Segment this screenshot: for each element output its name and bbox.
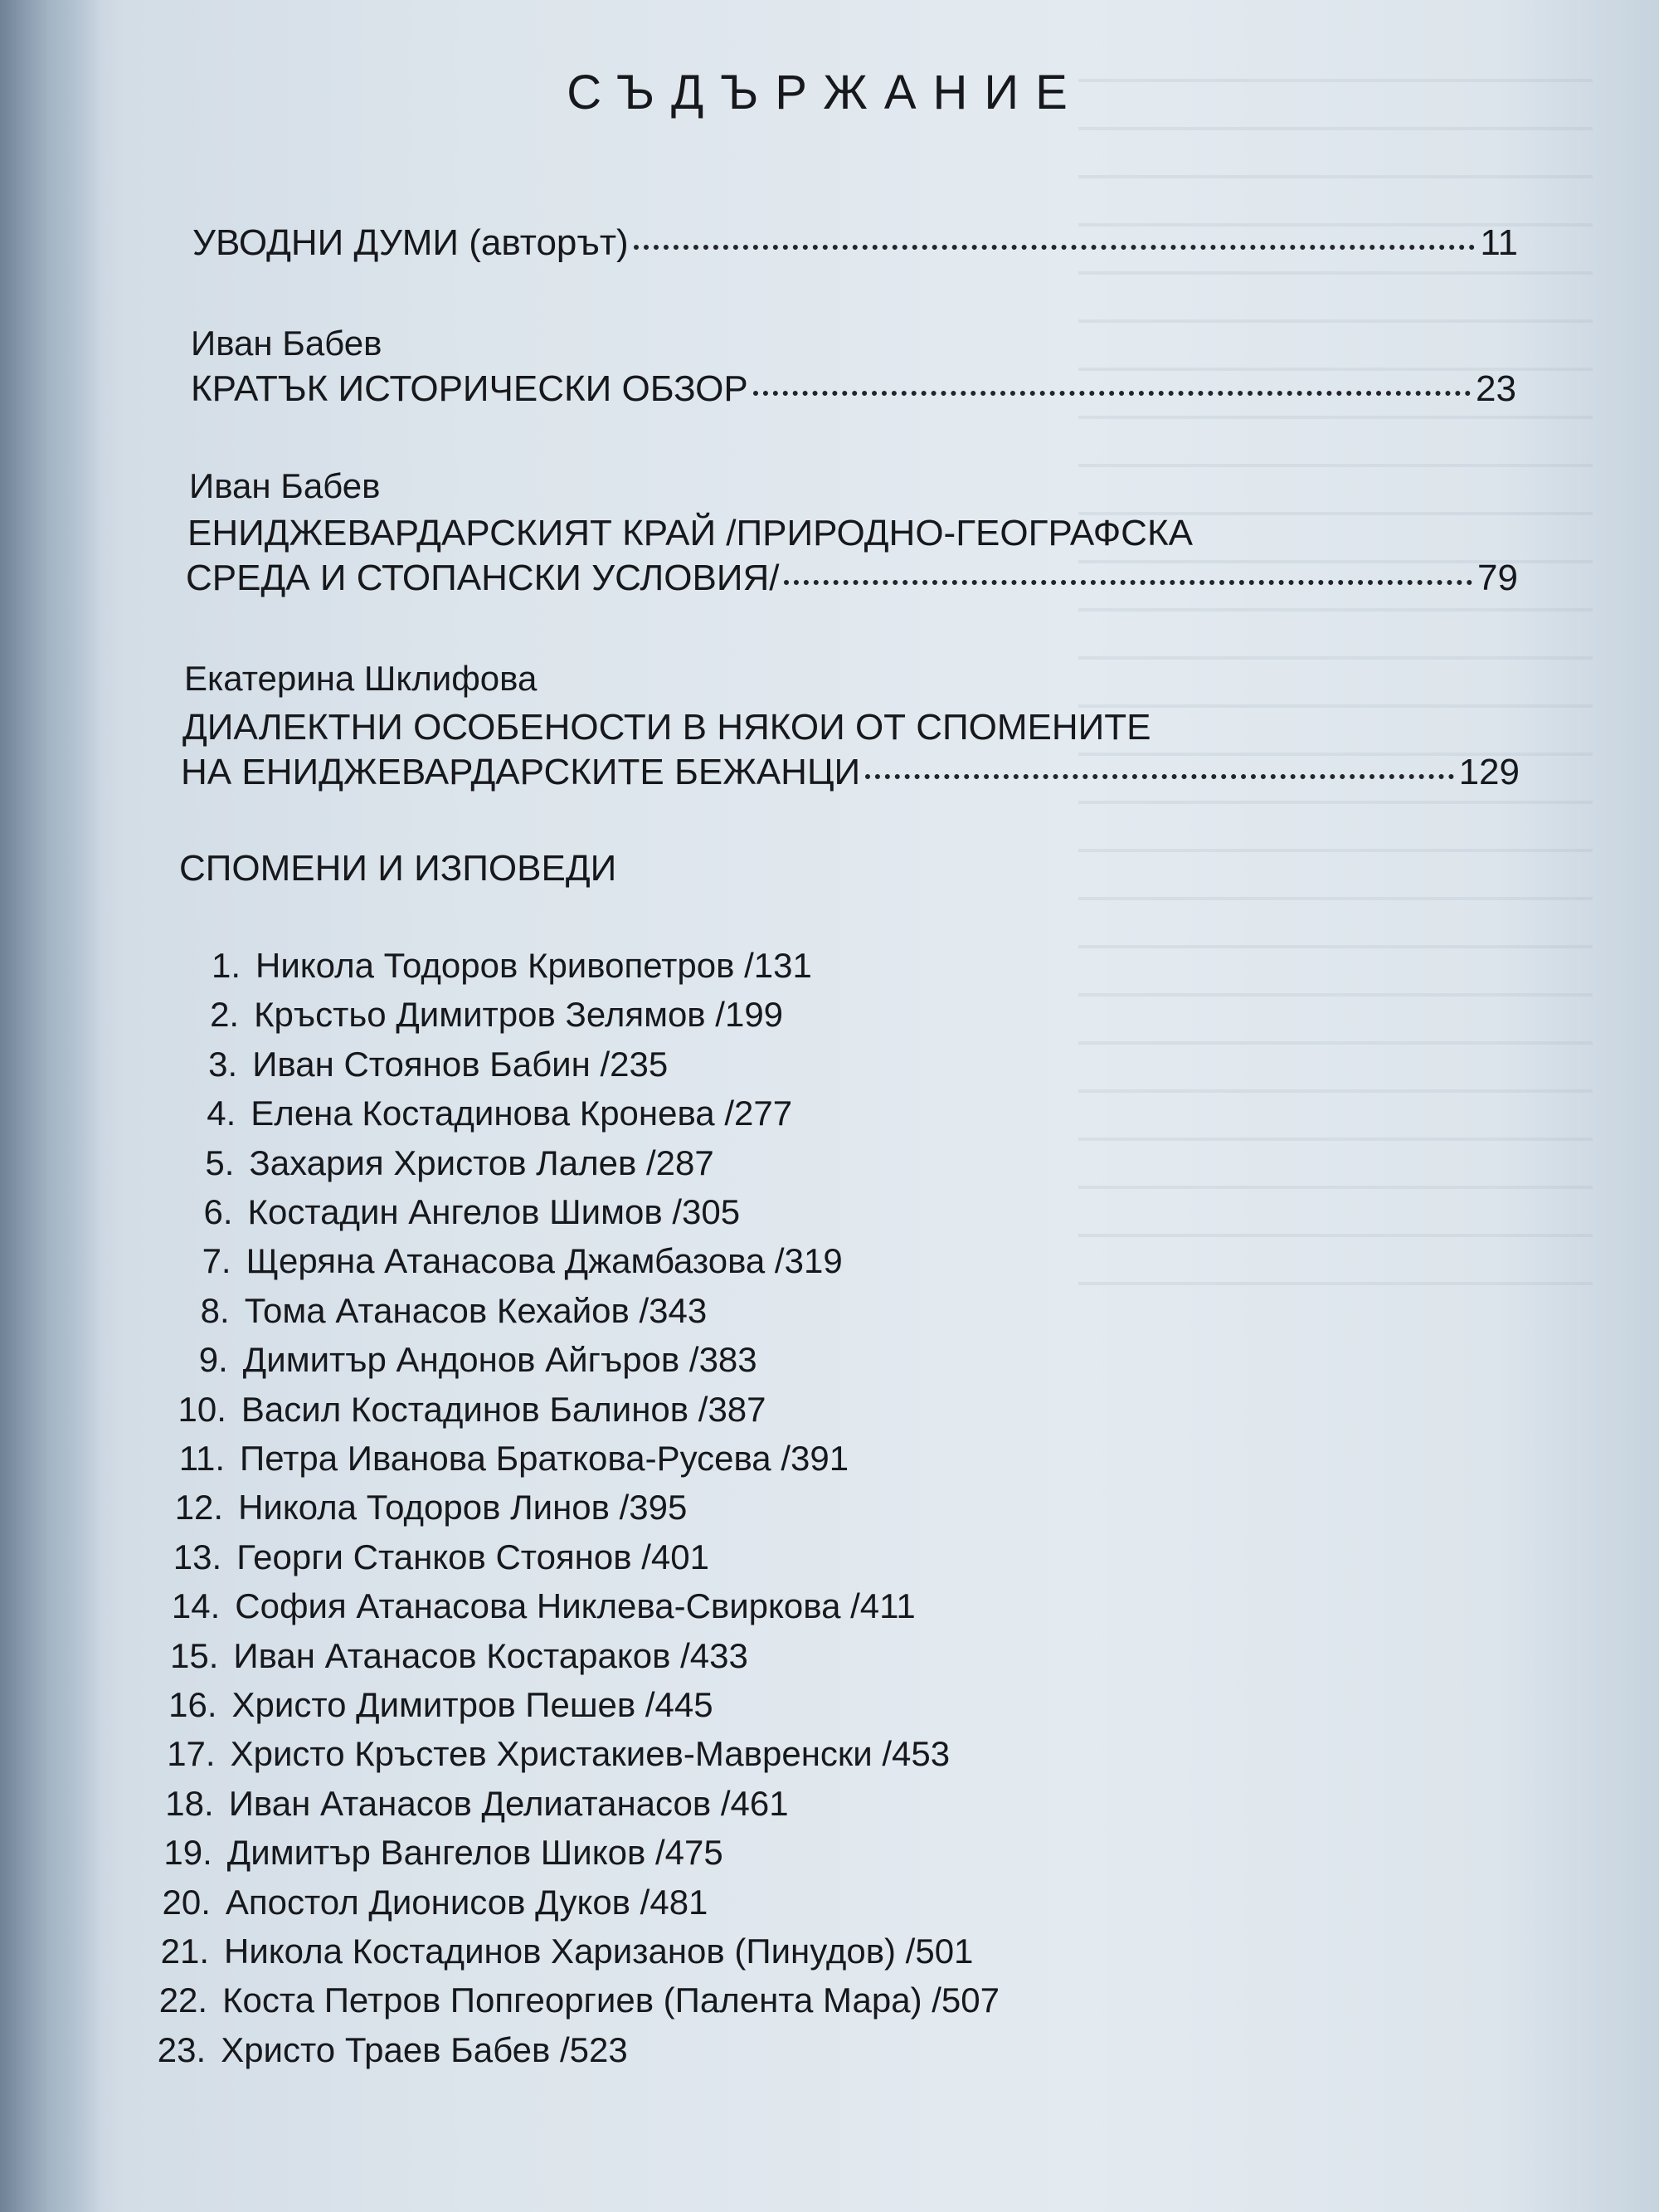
bleed-through-texture: [1078, 79, 1593, 1323]
toc-entry-line: [191, 368, 1516, 410]
memoir-item-text: Никола Тодоров Линов /395: [238, 1488, 688, 1527]
memoir-item: [144, 1883, 708, 1922]
memoir-item-number: 5.: [205, 1143, 235, 1182]
memoir-item-text: Георги Станков Стоянов /401: [236, 1537, 709, 1576]
memoir-item-text: Димитър Вангелов Шиков /475: [226, 1833, 723, 1873]
memoir-item: [153, 1586, 915, 1626]
memoir-item: [139, 2030, 628, 2070]
memoir-item-number: 15.: [170, 1635, 219, 1675]
memoir-item-text: Христо Траев Бабев /523: [221, 2029, 628, 2069]
section-heading-memoirs: СПОМЕНИ И ИЗПОВЕДИ: [179, 848, 617, 889]
toc-entry-title: ЕНИДЖЕВАРДАРСКИЯТ КРАЙ /ПРИРОДНО-ГЕОГРАФСКА: [187, 513, 1193, 553]
memoir-item: [163, 1291, 708, 1331]
memoir-item: [173, 995, 783, 1035]
memoir-item: [148, 1784, 789, 1824]
memoir-item-number: 19.: [163, 1833, 212, 1873]
memoir-item-number: 8.: [200, 1290, 230, 1330]
toc-entry-author: Иван Бабев: [191, 324, 382, 363]
memoir-item-text: Иван Атанасов Костараков /433: [233, 1635, 748, 1675]
dot-leader: [784, 580, 1472, 585]
memoir-item-text: Христо Димитров Пешев /445: [231, 1685, 713, 1724]
memoir-item-number: 23.: [157, 2029, 207, 2069]
memoir-item: [157, 1488, 687, 1527]
memoir-item: [152, 1636, 747, 1676]
memoir-item-text: София Атанасова Никлева-Свиркова /411: [235, 1586, 916, 1626]
memoir-item-number: 6.: [203, 1192, 233, 1231]
memoir-item-text: Щеряна Атанасова Джамбазова /319: [246, 1241, 843, 1281]
toc-entry-title: КРАТЪК ИСТОРИЧЕСКИ ОБЗОР: [191, 368, 748, 409]
memoir-item: [168, 1143, 713, 1183]
memoir-item: [158, 1439, 849, 1479]
memoir-item-number: 21.: [160, 1932, 209, 1971]
memoir-item-text: Иван Атанасов Делиатанасов /461: [228, 1783, 789, 1823]
memoir-item-number: 13.: [173, 1537, 222, 1576]
memoir-item: [141, 1981, 1000, 2020]
memoir-item: [155, 1537, 709, 1577]
memoir-item: [146, 1833, 723, 1873]
memoir-item-text: Христо Кръстев Христакиев-Мавренски /453: [230, 1734, 951, 1774]
memoir-item-number: 3.: [208, 1044, 238, 1084]
memoir-item-text: Никола Костадинов Харизанов (Пинудов) /501: [224, 1932, 974, 1971]
toc-entry-page: 129: [1458, 752, 1520, 792]
memoir-item: [167, 1192, 741, 1232]
memoir-item: [143, 1932, 973, 1971]
memoir-item: [165, 1241, 843, 1281]
toc-entry-line: [181, 752, 1520, 793]
memoir-item-text: Димитър Андонов Айгъров /383: [242, 1340, 757, 1380]
memoir-item-text: Петра Иванова Браткова-Русева /391: [240, 1439, 849, 1478]
memoir-item-number: 7.: [202, 1241, 231, 1281]
memoir-item: [151, 1685, 713, 1725]
memoir-item: [171, 1045, 668, 1084]
memoir-item-number: 16.: [168, 1685, 217, 1724]
memoir-item-number: 14.: [171, 1586, 221, 1626]
toc-entry-line: [186, 558, 1518, 599]
toc-entry-title: СРЕДА И СТОПАНСКИ УСЛОВИЯ/: [186, 558, 780, 598]
toc-entry-author: Иван Бабев: [189, 466, 381, 505]
toc-entry-title: НА ЕНИДЖЕВАРДАРСКИТЕ БЕЖАНЦИ: [181, 752, 861, 792]
memoir-item-number: 11.: [178, 1439, 225, 1478]
memoir-item-number: 20.: [162, 1882, 211, 1922]
memoir-item-text: Тома Атанасов Кехайов /343: [244, 1290, 708, 1330]
memoir-item-number: 10.: [178, 1389, 226, 1429]
memoir-item-number: 9.: [198, 1340, 228, 1380]
toc-entry-page: 79: [1477, 558, 1518, 598]
memoir-item-text: Захария Христов Лалев /287: [249, 1143, 714, 1182]
toc-entry-title: УВОДНИ ДУМИ (авторът): [192, 222, 629, 263]
memoir-item-text: Никола Тодоров Кривопетров /131: [255, 946, 812, 985]
book-gutter-shadow: [0, 0, 100, 2212]
dot-leader: [634, 245, 1476, 250]
toc-entry-intro: [192, 222, 1518, 264]
toc-entry-author: Екатерина Шклифова: [184, 659, 538, 698]
dot-leader: [865, 774, 1453, 779]
toc-entry-title: ДИАЛЕКТНИ ОСОБЕНОСТИ В НЯКОИ ОТ СПОМЕНИТЕ: [182, 707, 1151, 748]
memoir-item-text: Костадин Ангелов Шимов /305: [247, 1192, 741, 1231]
toc-entry-page: 11: [1480, 222, 1518, 263]
memoir-item-number: 1.: [211, 946, 241, 985]
memoir-item-text: Елена Костадинова Кронева /277: [251, 1094, 793, 1133]
memoir-item-text: Апостол Дионисов Дуков /481: [225, 1882, 708, 1922]
memoir-item-text: Иван Стоянов Бабин /235: [252, 1044, 669, 1084]
memoir-item-text: Кръстьо Димитров Зелямов /199: [254, 995, 784, 1035]
memoir-item: [149, 1734, 951, 1774]
page-title: СЪДЪРЖАНИЕ: [567, 66, 1084, 119]
memoir-item-number: 4.: [207, 1094, 236, 1133]
memoir-item-number: 18.: [165, 1783, 214, 1823]
memoir-item-number: 12.: [174, 1488, 224, 1527]
memoir-item-text: Васил Костадинов Балинов /387: [241, 1389, 766, 1429]
toc-entry-line: [182, 707, 1151, 748]
memoir-item: [160, 1390, 766, 1430]
memoir-item-number: 17.: [167, 1734, 216, 1774]
memoir-item: [162, 1340, 757, 1380]
dot-leader: [753, 391, 1471, 396]
toc-entry-line: [187, 513, 1193, 554]
memoir-item: [174, 946, 812, 986]
memoir-item-text: Коста Петров Попгеоргиев (Палента Мара) /507: [222, 1981, 1000, 2020]
memoir-item: [169, 1094, 792, 1133]
memoir-item-number: 22.: [158, 1981, 208, 2020]
memoir-item-number: 2.: [210, 995, 240, 1035]
toc-entry-page: 23: [1476, 368, 1516, 409]
